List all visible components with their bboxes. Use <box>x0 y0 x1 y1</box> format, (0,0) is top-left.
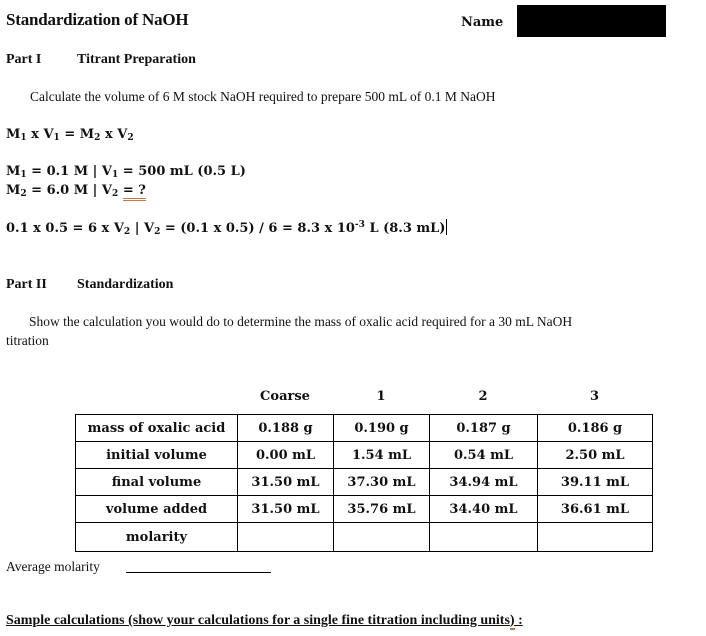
table-row-molarity <box>76 523 653 552</box>
table-cell[interactable]: 0.00 mL <box>238 442 334 469</box>
table-cell[interactable]: 0.187 g <box>430 415 538 442</box>
table-row-final-volume <box>76 469 653 496</box>
titration-data-table <box>75 414 653 552</box>
row-label: mass of oxalic acid <box>76 415 238 442</box>
table-row-mass <box>76 415 653 442</box>
part2-title: Standardization <box>77 277 174 292</box>
table-cell-empty[interactable] <box>430 523 538 552</box>
row-label: molarity <box>76 523 238 552</box>
column-header-2: 2 <box>478 389 488 404</box>
table-cell[interactable]: 34.40 mL <box>430 496 538 523</box>
row-label: volume added <box>76 496 238 523</box>
given-line-2: $M_2 = 6.0$ M | $V_2$ = ? <box>6 183 146 199</box>
text-cursor <box>446 219 447 235</box>
column-header-coarse: Coarse <box>260 389 310 404</box>
table-cell[interactable]: 2.50 mL <box>538 442 653 469</box>
table-cell[interactable]: 35.76 mL <box>334 496 430 523</box>
row-label: final volume <box>76 469 238 496</box>
part1-number: Part I <box>6 52 42 67</box>
table-cell[interactable]: 0.186 g <box>538 415 653 442</box>
solution-line: 0.1 x 0.5 = 6 x $V_2$ | $V_2 = (0.1$ x 0.5) / 6 = 8.3 x $10^{-3}$ L (8.3 mL) <box>6 220 446 237</box>
part2-prompt-line1: Show the calculation you would do to determine the mass of oxalic acid required for a 30 mL NaOH <box>29 314 573 329</box>
table-cell-empty[interactable] <box>334 523 430 552</box>
table-cell[interactable]: 36.61 mL <box>538 496 653 523</box>
document-title: Standardization of NaOH <box>6 10 189 29</box>
table-cell[interactable]: 31.50 mL <box>238 496 334 523</box>
table-cell[interactable]: 37.30 mL <box>334 469 430 496</box>
column-header-1: 1 <box>376 389 386 404</box>
table-cell[interactable]: 31.50 mL <box>238 469 334 496</box>
name-label: Name <box>461 15 504 30</box>
table-cell-empty[interactable] <box>538 523 653 552</box>
table-cell-empty[interactable] <box>238 523 334 552</box>
column-header-3: 3 <box>589 389 600 404</box>
table-cell[interactable]: 0.54 mL <box>430 442 538 469</box>
formula-dilution: $M_1$ x $V_1 = M_2$ x $V_2$ <box>6 127 134 143</box>
part1-prompt: Calculate the volume of 6 M stock NaOH required to prepare 500 mL of 0.1 M NaOH <box>30 89 496 104</box>
average-molarity-label: Average molarity <box>6 559 100 574</box>
part2-prompt-line2: titration <box>6 333 49 348</box>
part2-number: Part II <box>6 277 47 292</box>
table-row-initial-volume <box>76 442 653 469</box>
given-line-1: $M_1 = 0.1$ M | $V_1 = 500$ mL (0.5 L) <box>6 164 246 180</box>
spellcheck-flag: = ? <box>123 183 146 201</box>
table-cell[interactable]: 39.11 mL <box>538 469 653 496</box>
name-field-redacted[interactable] <box>517 5 666 37</box>
table-cell[interactable]: 34.94 mL <box>430 469 538 496</box>
table-cell[interactable]: 0.190 g <box>334 415 430 442</box>
part1-title: Titrant Preparation <box>77 52 196 67</box>
average-molarity-blank[interactable] <box>126 572 271 573</box>
table-cell[interactable]: 0.188 g <box>238 415 334 442</box>
table-row-volume-added <box>76 496 653 523</box>
sample-calculations-heading: Sample calculations (show your calculations for a single fine titration including units) : <box>6 613 523 628</box>
spellcheck-flag: ) <box>509 613 515 628</box>
table-cell[interactable]: 1.54 mL <box>334 442 430 469</box>
row-label: initial volume <box>76 442 238 469</box>
